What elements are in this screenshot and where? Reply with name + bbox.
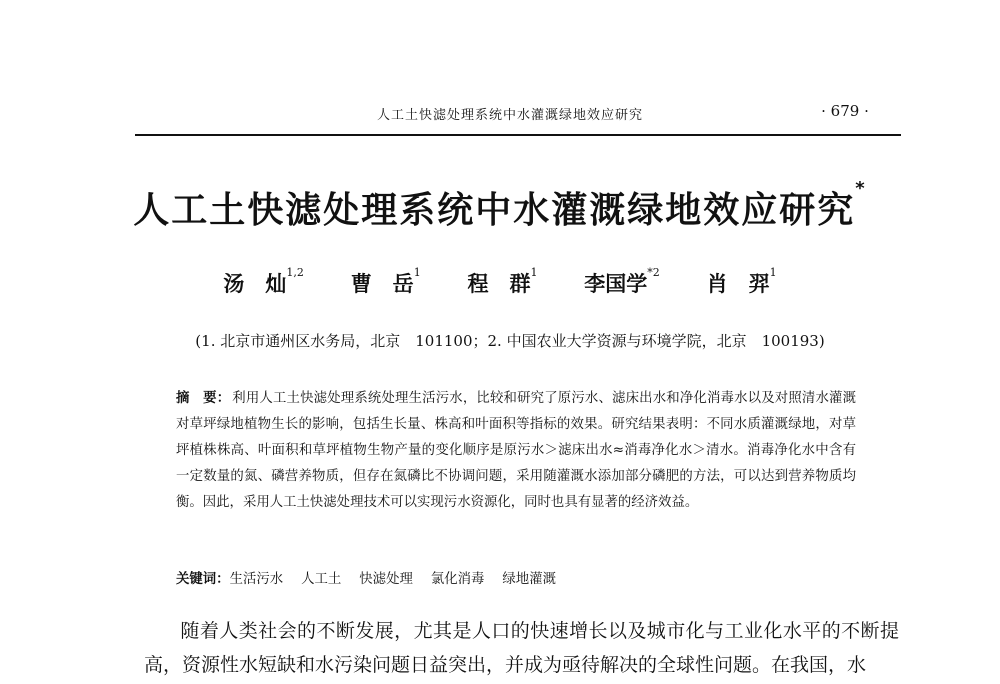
paper-title <box>120 178 880 233</box>
page-number: · 679 · <box>821 102 869 120</box>
author <box>223 268 304 298</box>
keywords-label: 关键词： <box>176 572 230 587</box>
running-head <box>0 104 1000 126</box>
author-name: 程 群 <box>467 271 531 296</box>
author-name: 曹 岳 <box>350 271 414 296</box>
author-list <box>200 268 800 298</box>
author <box>584 268 660 298</box>
keyword: 氯化消毒 <box>430 572 485 587</box>
affiliation: (1. 北京市通州区水务局，北京 101100；2. 中国农业大学资源与环境学院，北京 100193) <box>195 332 825 350</box>
author-affiliation-mark: 1 <box>769 266 777 279</box>
keyword: 生活污水 <box>229 572 284 587</box>
author-affiliation-mark: 1,2 <box>286 266 304 279</box>
author-affiliation-mark: 1 <box>530 266 538 279</box>
title-footnote-mark: * <box>855 178 867 199</box>
abstract <box>176 386 856 516</box>
running-head-title: 人工土快滤处理系统中水灌溉绿地效应研究 <box>376 108 643 123</box>
author-name: 李国学 <box>584 271 648 296</box>
abstract-text: 利用人工土快滤处理系统处理生活污水，比较和研究了原污水、滤床出水和净化消毒水以及对照清水灌溉对草坪绿地植物生长的影响，包括生长量、株高和叶面积等指标的效果。研究结果表明：不同水质灌溉绿地，对草坪植株株高、叶面积和草坪植物生物产量的变化顺序是原污水＞滤床出水≈消毒净化水＞清水。消毒净化水中含有一定数量的氮、磷营养物质，但存在氮磷比不协调问题，采用随灌溉水添加部分磷肥的方法，可以达到营养物质均衡。因此，采用人工土快滤处理技术可以实现污水资源化，同时也具有显著的经济效益。 <box>176 391 857 510</box>
header-rule <box>135 134 901 136</box>
abstract-label: 摘 要： <box>176 391 231 406</box>
keyword: 快滤处理 <box>359 572 413 587</box>
author <box>707 268 777 298</box>
author-name: 汤 灿 <box>223 271 287 296</box>
paper-title-text: 人工土快滤处理系统中水灌溉绿地效应研究 <box>133 190 856 231</box>
keyword: 绿地灌溉 <box>502 572 556 587</box>
author <box>467 268 537 298</box>
keyword: 人工土 <box>301 572 342 587</box>
keywords <box>176 568 856 587</box>
body-paragraph-text: 随着人类社会的不断发展，尤其是人口的快速增长以及城市化与工业化水平的不断提高，资源性水短缺和水污染问题日益突出，并成为亟待解决的全球性问题。在我国，水 <box>144 620 899 676</box>
author-affiliation-mark: *2 <box>647 266 660 279</box>
author-affiliation-mark: 1 <box>413 266 421 279</box>
author <box>351 268 421 298</box>
author-name: 肖 羿 <box>706 271 770 296</box>
body-paragraph <box>144 614 899 682</box>
